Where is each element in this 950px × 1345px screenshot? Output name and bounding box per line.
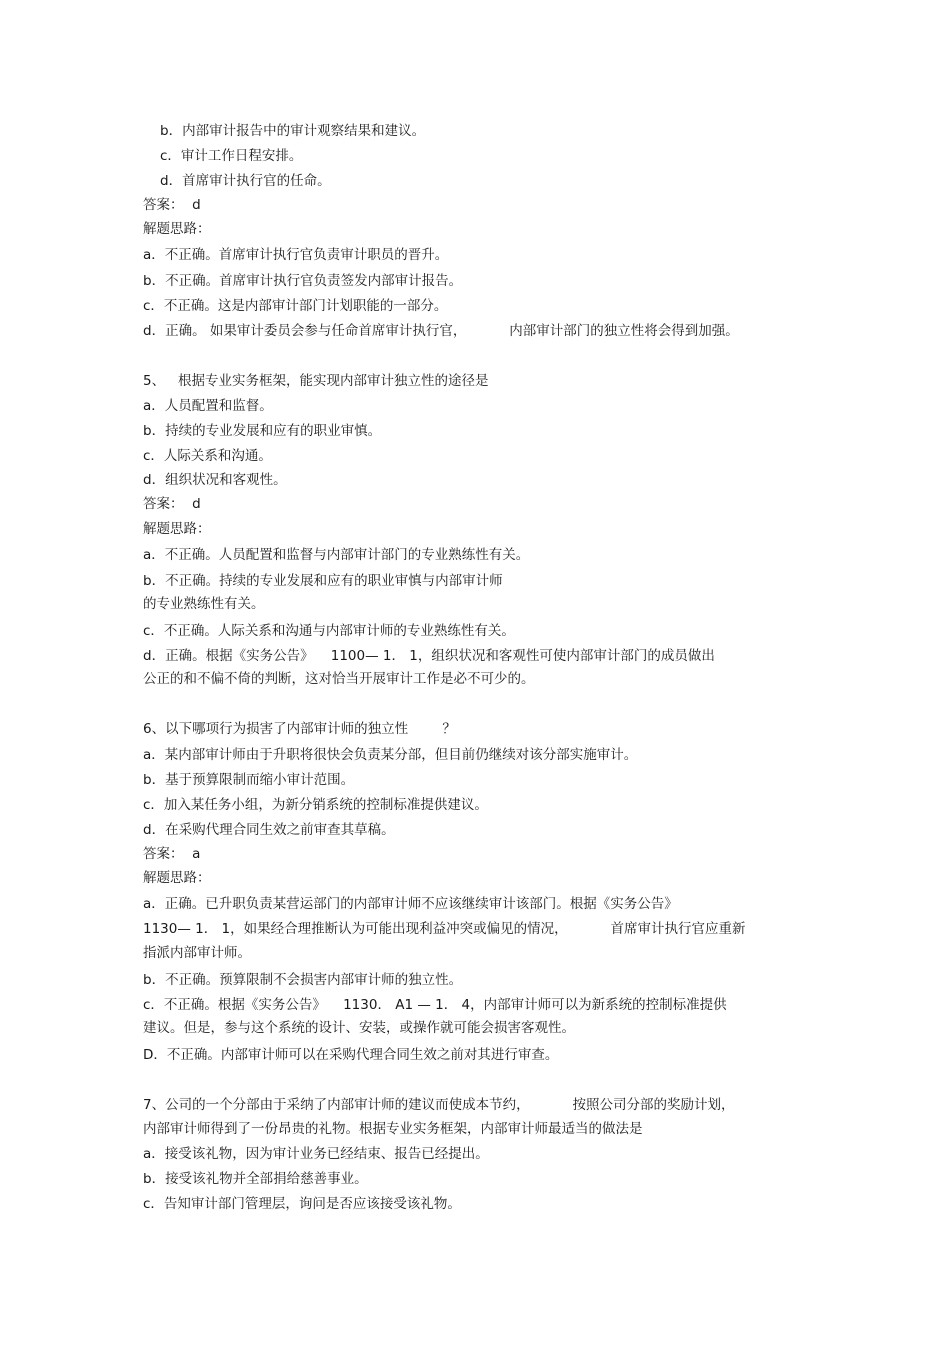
explanation-b: b．不正确。首席审计执行官负责签发内部审计报告。 xyxy=(143,273,463,289)
question-6: 6、以下哪项行为损害了内部审计师的独立性 ？ xyxy=(143,721,456,737)
option-d: d．首席审计执行官的任命。 xyxy=(160,173,331,189)
explanation-b: b．不正确。预算限制不会损害内部审计师的独立性。 xyxy=(143,972,463,988)
explanation-c: c．不正确。人际关系和沟通与内部审计师的专业熟练性有关。 xyxy=(143,623,515,639)
answer: 答案： a xyxy=(143,846,201,862)
option-c: c．加入某任务小组，为新分销系统的控制标准提供建议。 xyxy=(143,797,488,813)
explanation-d: D．不正确。内部审计师可以在采购代理合同生效之前对其进行审查。 xyxy=(143,1047,559,1063)
explanation-b-cont: 的专业熟练性有关。 xyxy=(143,596,265,612)
explanation-a: a．不正确。首席审计执行官负责审计职员的晋升。 xyxy=(143,247,449,263)
option-c: c．审计工作日程安排。 xyxy=(160,148,303,164)
option-c: c．人际关系和沟通。 xyxy=(143,448,272,464)
explanation-a: a．不正确。人员配置和监督与内部审计部门的专业熟练性有关。 xyxy=(143,547,530,563)
option-a: a．人员配置和监督。 xyxy=(143,398,273,414)
explanation-a: a．正确。已升职负责某营运部门的内部审计师不应该继续审计该部门。根据《实务公告》 xyxy=(143,896,678,912)
explanation-d: d．正确。 如果审计委员会参与任命首席审计执行官， 内部审计部门的独立性将会得到加强。 xyxy=(143,323,739,339)
question-5: 5、 根据专业实务框架，能实现内部审计独立性的途径是 xyxy=(143,373,489,389)
option-b: b．基于预算限制而缩小审计范围。 xyxy=(143,772,355,788)
explanation-a-cont: 1130— 1． 1，如果经合理推断认为可能出现利益冲突或偏见的情况， 首席审计执行官应重新 xyxy=(143,921,746,937)
option-c: c．告知审计部门管理层，询问是否应该接受该礼物。 xyxy=(143,1196,461,1212)
option-a: a．接受该礼物，因为审计业务已经结束、报告已经提出。 xyxy=(143,1146,489,1162)
option-b: b．持续的专业发展和应有的职业审慎。 xyxy=(143,423,382,439)
option-d: d．组织状况和客观性。 xyxy=(143,472,287,488)
option-b: b．接受该礼物并全部捐给慈善事业。 xyxy=(143,1171,368,1187)
question-7-cont: 内部审计师得到了一份昂贵的礼物。根据专业实务框架，内部审计师最适当的做法是 xyxy=(143,1121,643,1137)
explanation-heading: 解题思路： xyxy=(143,221,211,237)
answer: 答案： d xyxy=(143,197,201,213)
explanation-d: d．正确。根据《实务公告》 1100— 1． 1，组织状况和客观性可使内部审计部门的成员做出 xyxy=(143,648,715,664)
question-7: 7、公司的一个分部由于采纳了内部审计师的建议而使成本节约， 按照公司分部的奖励计划， xyxy=(143,1097,735,1113)
explanation-heading: 解题思路： xyxy=(143,870,211,886)
explanation-a-cont2: 指派内部审计师。 xyxy=(143,945,251,961)
option-b: b．内部审计报告中的审计观察结果和建议。 xyxy=(160,123,426,139)
explanation-c: c．不正确。根据《实务公告》 1130． A1 — 1． 4，内部审计师可以为新系统的控制标准提供 xyxy=(143,997,727,1013)
option-a: a．某内部审计师由于升职将很快会负责某分部，但目前仍继续对该分部实施审计。 xyxy=(143,747,638,763)
answer: 答案： d xyxy=(143,496,201,512)
option-d: d．在采购代理合同生效之前审查其草稿。 xyxy=(143,822,395,838)
explanation-c: c．不正确。这是内部审计部门计划职能的一部分。 xyxy=(143,298,448,314)
explanation-heading: 解题思路： xyxy=(143,521,211,537)
explanation-d-cont: 公正的和不偏不倚的判断，这对恰当开展审计工作是必不可少的。 xyxy=(143,671,535,687)
explanation-c-cont: 建议。但是，参与这个系统的设计、安装，或操作就可能会损害客观性。 xyxy=(143,1020,575,1036)
explanation-b: b．不正确。持续的专业发展和应有的职业审慎与内部审计师 xyxy=(143,573,503,589)
